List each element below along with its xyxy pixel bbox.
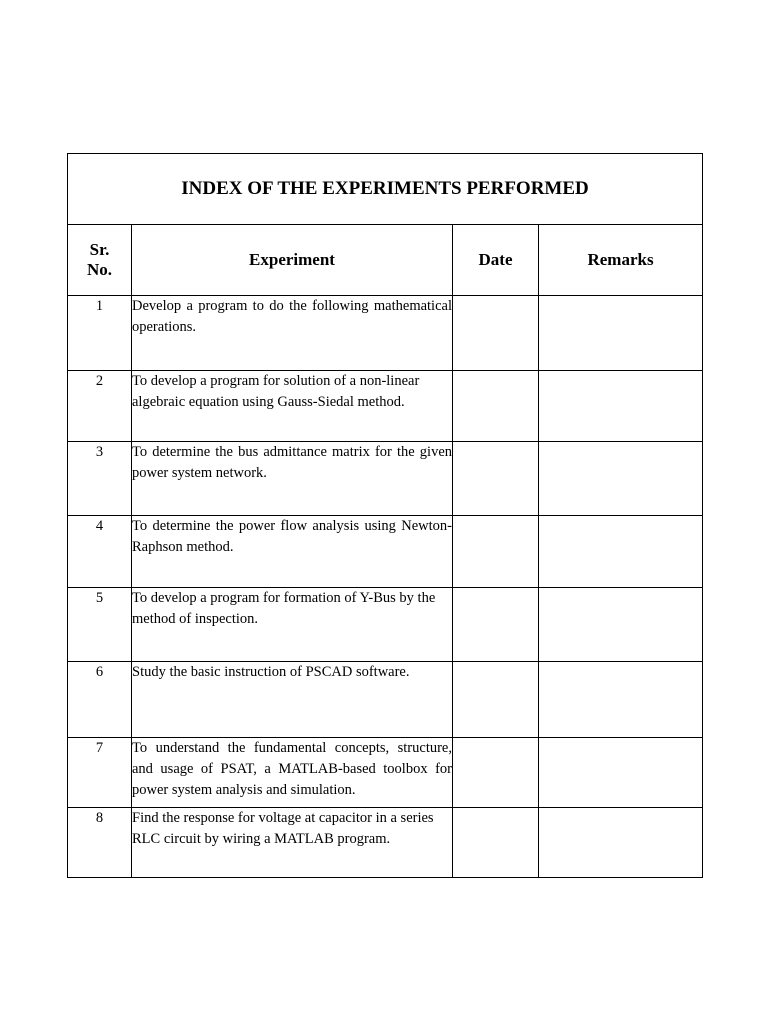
row-experiment: Develop a program to do the following mathematical operations.	[132, 296, 453, 371]
row-experiment: To determine the power flow analysis using Newton-Raphson method.	[132, 516, 453, 588]
table-row	[68, 296, 703, 371]
header-experiment: Experiment	[132, 225, 453, 296]
table-row	[68, 808, 703, 878]
table-row	[68, 738, 703, 808]
table-row	[68, 442, 703, 516]
header-sr-no	[68, 225, 132, 296]
row-date	[453, 442, 539, 516]
row-number: 7	[68, 738, 132, 808]
table-row	[68, 588, 703, 662]
table-title: INDEX OF THE EXPERIMENTS PERFORMED	[68, 154, 703, 225]
row-remarks	[539, 738, 703, 808]
header-sr-no-line2: No.	[86, 260, 113, 279]
row-number: 5	[68, 588, 132, 662]
row-experiment: To understand the fundamental concepts, structure, and usage of PSAT, a MATLAB-based toolbox for power system analysis and simulation.	[132, 738, 453, 808]
row-remarks	[539, 662, 703, 738]
row-remarks	[539, 371, 703, 442]
row-number: 8	[68, 808, 132, 878]
title-row	[68, 154, 703, 225]
table-row	[68, 371, 703, 442]
row-number: 1	[68, 296, 132, 371]
header-sr-no-line1: Sr.	[89, 240, 110, 259]
row-number: 4	[68, 516, 132, 588]
row-remarks	[539, 808, 703, 878]
row-date	[453, 516, 539, 588]
row-experiment: Study the basic instruction of PSCAD software.	[132, 662, 453, 738]
experiments-index-table	[67, 153, 703, 878]
table-row	[68, 662, 703, 738]
header-date: Date	[453, 225, 539, 296]
row-number: 2	[68, 371, 132, 442]
row-date	[453, 588, 539, 662]
row-date	[453, 296, 539, 371]
row-experiment: To develop a program for solution of a non-linear algebraic equation using Gauss-Siedal method.	[132, 371, 453, 442]
row-remarks	[539, 296, 703, 371]
row-date	[453, 662, 539, 738]
row-experiment: To determine the bus admittance matrix for the given power system network.	[132, 442, 453, 516]
table-row	[68, 516, 703, 588]
row-remarks	[539, 516, 703, 588]
header-remarks: Remarks	[539, 225, 703, 296]
row-experiment: To develop a program for formation of Y-Bus by the method of inspection.	[132, 588, 453, 662]
row-date	[453, 808, 539, 878]
header-row	[68, 225, 703, 296]
row-date	[453, 738, 539, 808]
row-number: 3	[68, 442, 132, 516]
row-remarks	[539, 588, 703, 662]
row-number: 6	[68, 662, 132, 738]
row-experiment: Find the response for voltage at capacitor in a series RLC circuit by wiring a MATLAB program.	[132, 808, 453, 878]
row-date	[453, 371, 539, 442]
row-remarks	[539, 442, 703, 516]
